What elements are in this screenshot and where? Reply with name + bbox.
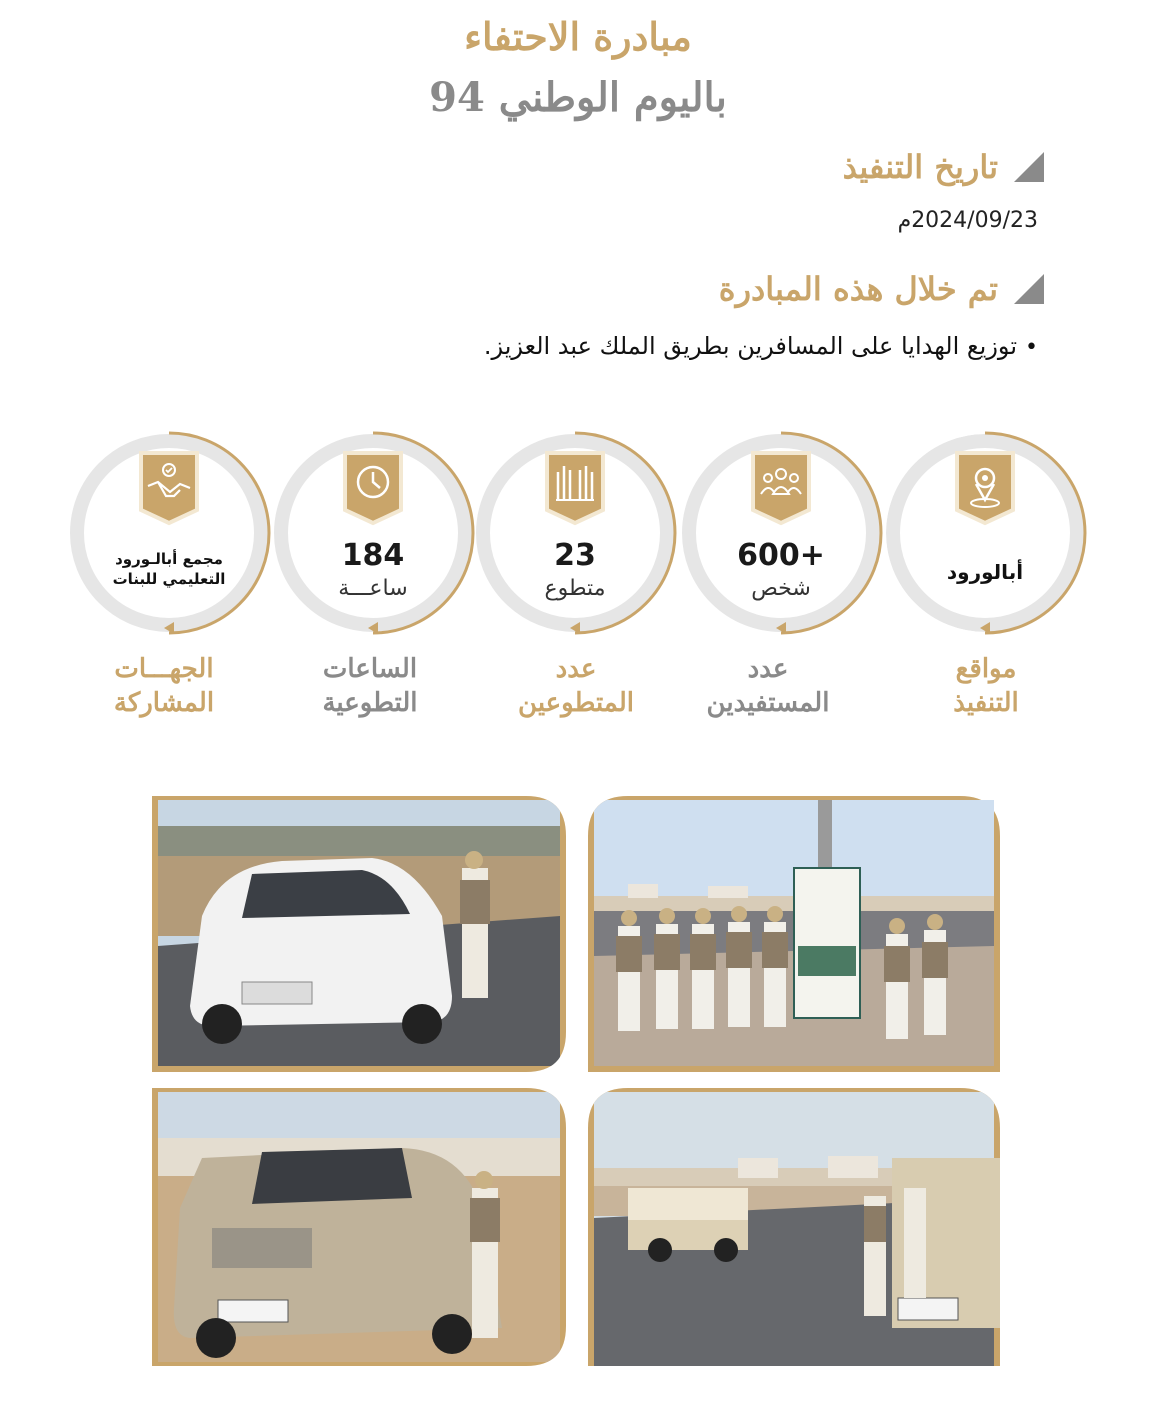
date-heading: تاريخ التنفيذ <box>842 148 998 186</box>
photo-gmc-suv <box>152 1088 566 1366</box>
stat-value: أبالورود <box>946 560 1024 584</box>
label-line2: المتطوعين <box>518 688 634 718</box>
stat-label-hours <box>270 652 470 720</box>
label-line1: الجهـــات <box>114 654 214 684</box>
label-line2: المستفيدين <box>706 688 830 718</box>
date-section-heading <box>843 148 1046 186</box>
activity-list-item <box>484 332 1038 360</box>
stat-unit: متطوع <box>544 576 606 601</box>
photo-white-car <box>152 796 566 1072</box>
triangle-marker-icon <box>1012 272 1046 306</box>
photo-pickup-road-image <box>588 1088 1000 1366</box>
activity-text: توزيع الهدايا على المسافرين بطريق الملك عبد العزيز. <box>483 332 1018 360</box>
stat-value: 184 <box>341 538 405 573</box>
stat-value: 23 <box>554 538 596 573</box>
activities-section-heading <box>719 270 1046 308</box>
bullet-point: • <box>1025 335 1038 360</box>
location-pin-icon <box>954 450 1016 526</box>
photo-volunteers-banner-image <box>588 796 1000 1072</box>
execution-date: 2024/09/23م <box>897 208 1038 233</box>
label-line1: عدد <box>555 654 597 684</box>
label-line1: مواقع <box>955 654 1017 684</box>
stat-label-partners <box>64 652 264 720</box>
stat-volunteers <box>470 428 680 638</box>
label-line2: المشاركة <box>113 688 215 718</box>
photo-gmc-suv-image <box>152 1088 566 1366</box>
photo-white-car-image <box>152 796 566 1072</box>
stat-unit: ساعـــة <box>338 576 408 601</box>
label-line2: التطوعية <box>322 688 418 718</box>
stat-beneficiaries <box>676 428 886 638</box>
page-title-line2: باليوم الوطني 94 <box>429 74 727 121</box>
label-line1: عدد <box>747 654 789 684</box>
stat-value-line2: التعليمي للبنات <box>112 570 226 588</box>
stat-label-beneficiaries <box>668 652 868 720</box>
people-group-icon <box>750 450 812 526</box>
label-line2: التنفيذ <box>953 688 1019 718</box>
stat-locations <box>880 428 1090 638</box>
stat-label-volunteers <box>476 652 676 720</box>
stat-label-locations <box>886 652 1086 720</box>
stat-unit: شخص <box>751 576 811 601</box>
stat-partners <box>64 428 274 638</box>
photo-volunteers-banner <box>588 796 1000 1072</box>
handshake-icon <box>138 450 200 526</box>
stat-value-line1: مجمع أبالـورود <box>115 550 223 568</box>
label-line1: الساعات <box>322 654 418 684</box>
stat-hours <box>268 428 478 638</box>
raised-hands-icon <box>544 450 606 526</box>
triangle-marker-icon <box>1012 150 1046 184</box>
photo-pickup-road <box>588 1088 1000 1366</box>
activities-heading: تم خلال هذه المبادرة <box>718 270 998 308</box>
stat-value: 600+ <box>737 538 825 573</box>
clock-icon <box>342 450 404 526</box>
page-title-line1: مبادرة الاحتفاء <box>464 14 692 59</box>
